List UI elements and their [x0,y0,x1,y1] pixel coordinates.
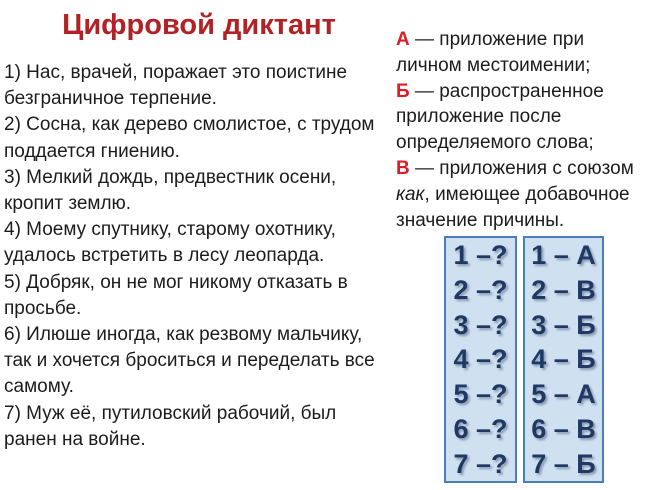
sentence-line: 4) Моему спутнику, старому охотнику, [4,219,336,241]
answer-row: 6 – В [531,413,596,444]
definition-line [396,182,653,208]
sentence-line: поддается гниению. [4,140,180,162]
question-row: 1 –? [453,240,508,271]
sentence-line: так и хочется броситься и переделать все [4,350,375,372]
question-row: 7 –? [453,448,508,479]
sentence-line: 2) Сосна, как дерево смолистое, с трудом [4,114,375,136]
sentence-line: удалось встретить в лесу леопарда. [4,245,325,267]
answer-row: 7 – Б [531,448,596,479]
definition-line [396,53,653,79]
question-row: 6 –? [453,413,508,444]
answer-row: 2 – В [531,275,596,306]
definition-line [396,79,653,105]
definition-text: значение причины. [396,209,565,231]
definition-text: личном местоимении; [396,54,591,76]
definition-text: — приложения с союзом [409,157,634,179]
answer-row: 1 – А [531,240,596,271]
sentence-line: самому. [4,376,74,398]
definition-line [396,156,653,182]
definition-text: приложение после [396,106,562,128]
answer-row: 4 – Б [531,344,596,375]
sentence-line: кропит землю. [4,193,132,215]
definition-list [396,27,653,233]
sentence-line: 7) Муж её, путиловский рабочий, был [4,402,337,424]
definition-marker-a: А [396,29,410,50]
answers-box [523,236,604,483]
definition-marker-v: В [396,157,410,179]
answer-row: 3 – Б [531,309,596,340]
sentence-line: безграничное терпение. [4,88,217,110]
definition-text: определяемого слова; [396,132,594,154]
definition-marker-b: Б [396,80,410,102]
question-row: 2 –? [453,275,508,306]
sentence-line: ранен на войне. [4,428,146,450]
question-row: 3 –? [453,309,508,340]
definition-italic-word: как [396,183,425,205]
definition-line [396,130,653,156]
question-row: 5 –? [453,379,508,410]
sentence-line: 5) Добряк, он не мог никому отказать в [4,271,348,293]
definition-line [396,27,653,53]
sentence-line: 6) Илюше иногда, как резвому мальчику, [4,324,363,346]
page-title: Цифровой диктант [62,9,336,41]
sentence-line: 3) Мелкий дождь, предвестник осени, [4,166,337,188]
definition-text: — приложение при [409,29,585,50]
questions-box [444,236,517,483]
sentence-line: просьбе. [4,297,82,319]
answer-row: 5 – А [531,379,596,410]
definition-line [396,104,653,130]
definition-text: , имеющее добавочное [424,183,630,205]
definition-line [396,208,653,234]
sentence-list [4,60,404,453]
definition-text: — распространенное [409,80,604,102]
sentence-line: 1) Нас, врачей, поражает это поистине [4,62,348,83]
question-row: 4 –? [453,344,508,375]
